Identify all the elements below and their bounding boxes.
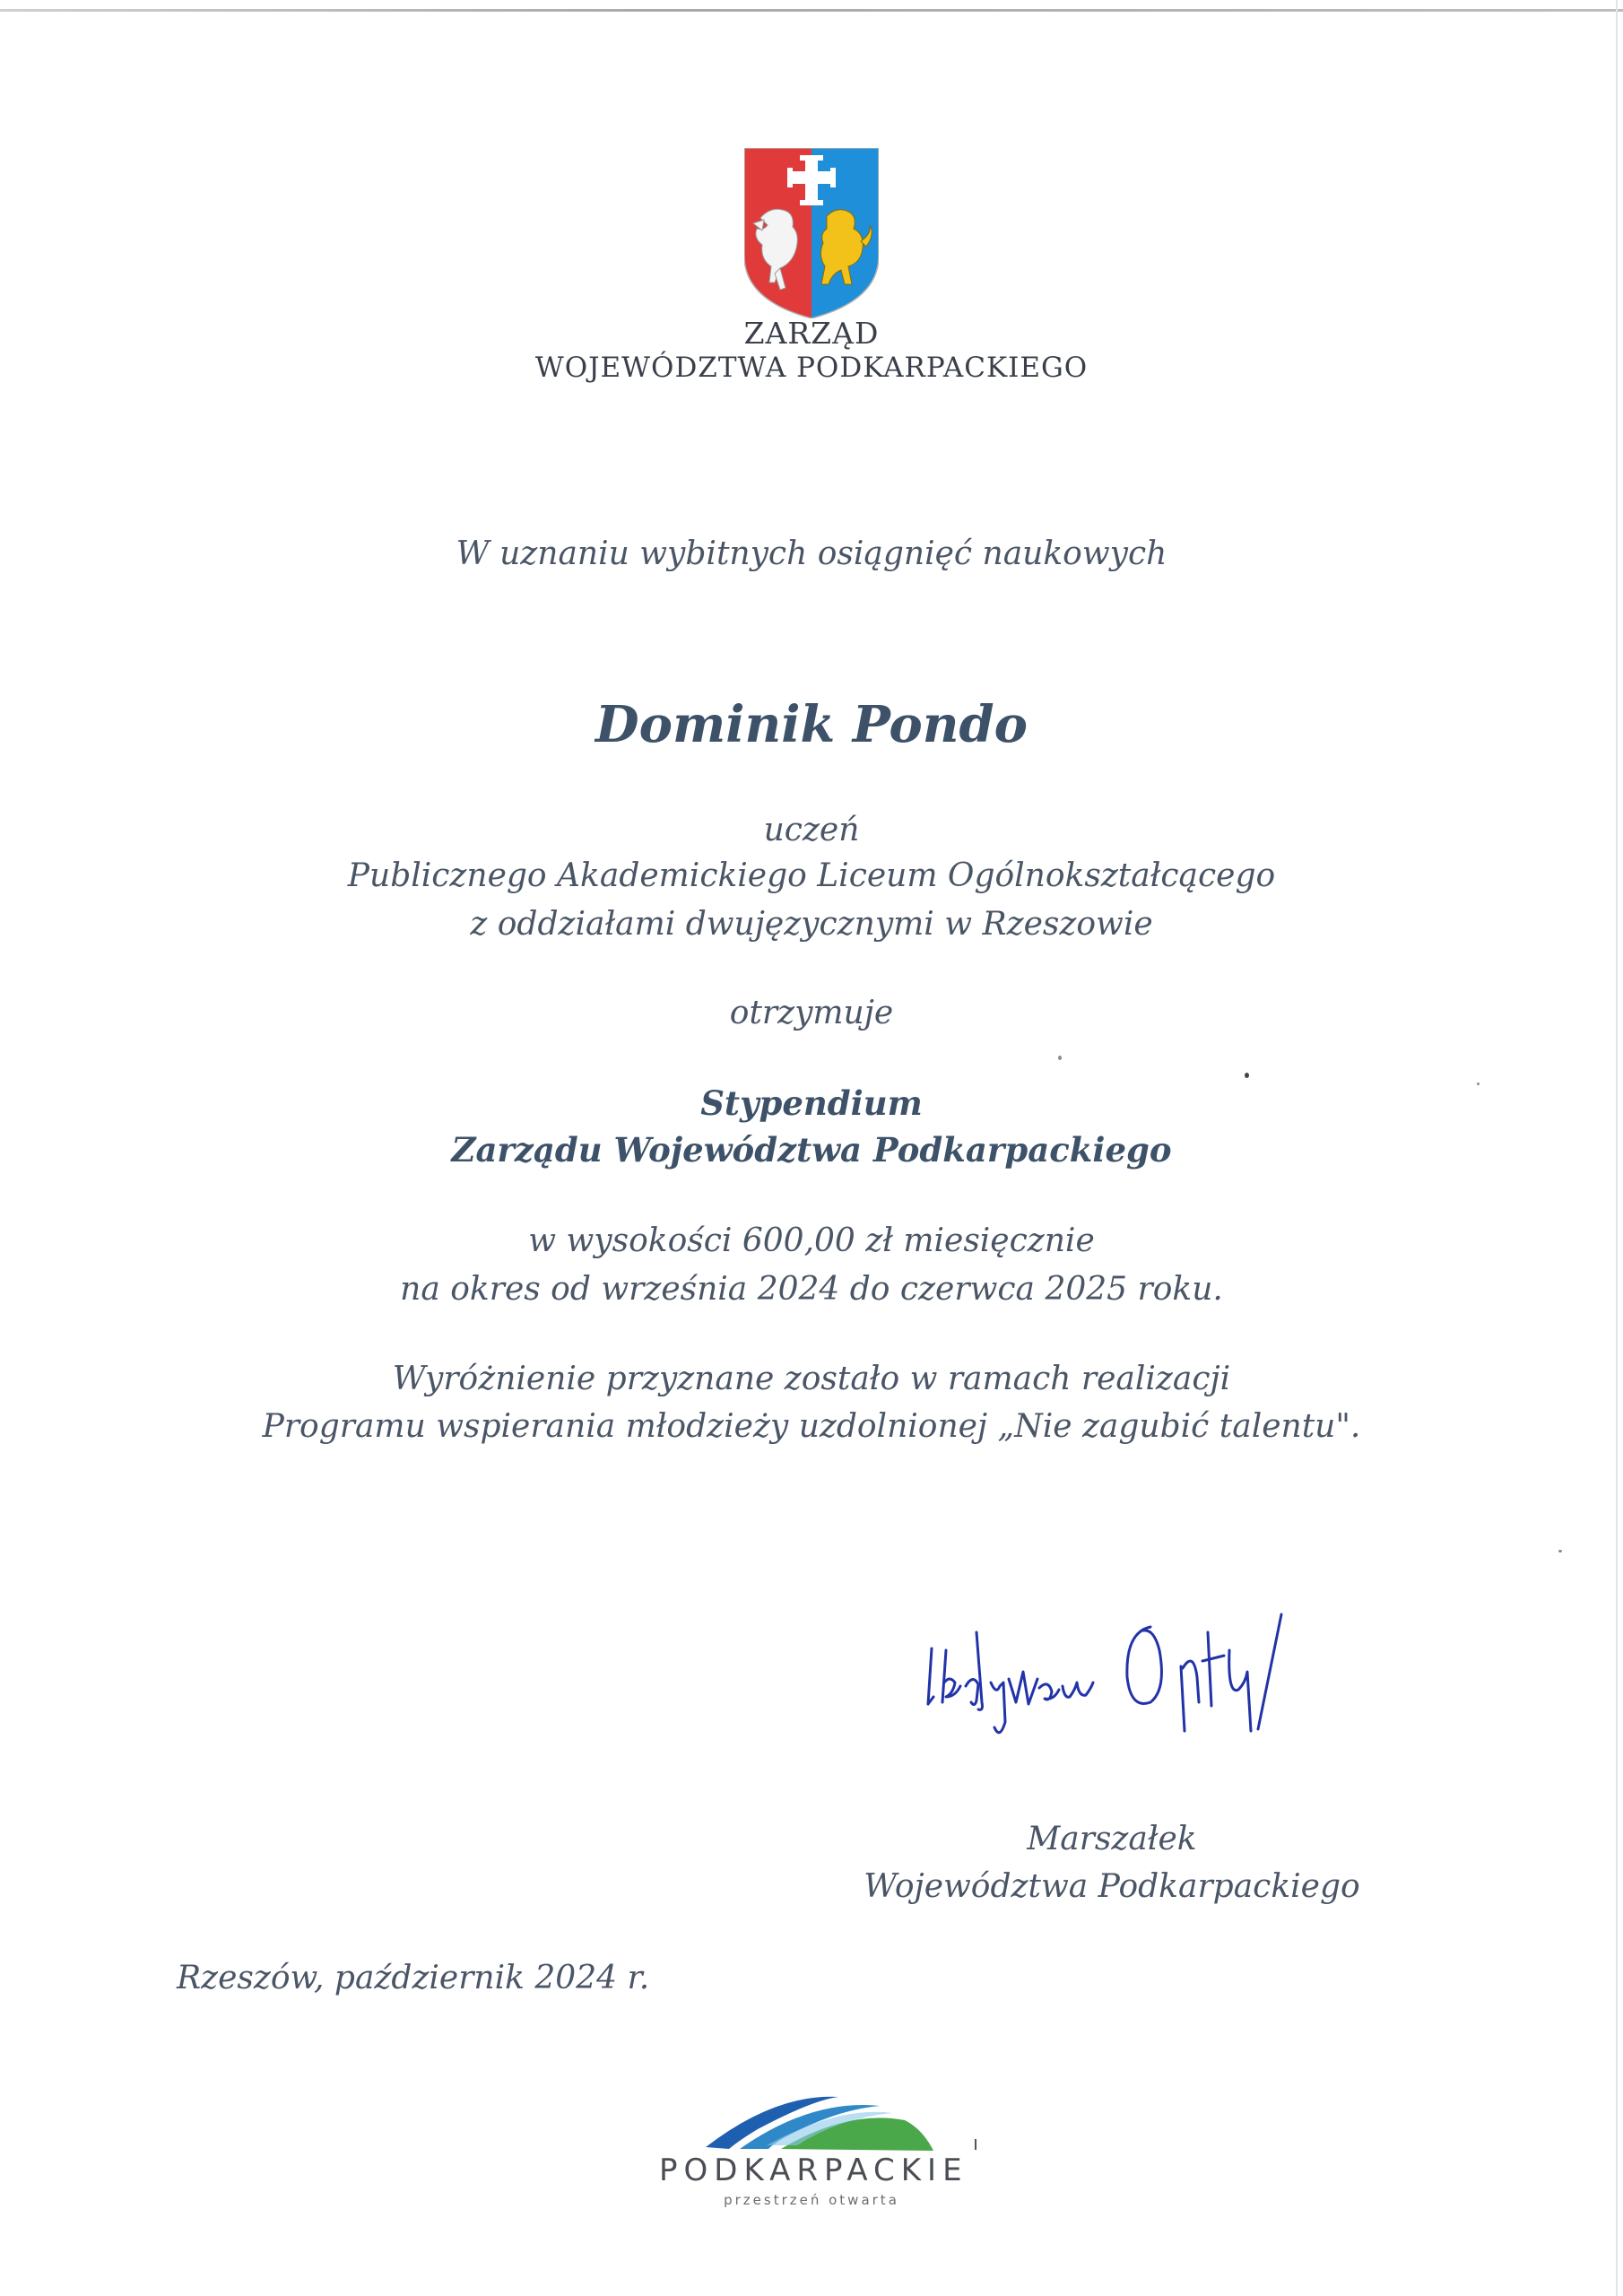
handwritten-signature <box>919 1596 1358 1749</box>
award-line-1: Stypendium <box>700 1083 923 1123</box>
logo-wordmark: PODKARPACKIE <box>659 2152 968 2188</box>
amount-line-2: na okres od września 2024 do czerwca 2025 roku. <box>400 1271 1223 1308</box>
header-line-2: WOJEWÓDZTWA PODKARPACKIEGO <box>534 352 1089 384</box>
scan-speck <box>1558 1550 1562 1552</box>
podkarpackie-logo <box>659 2079 968 2213</box>
signatory-title-1: Marszałek <box>1027 1821 1197 1857</box>
hills-logo-icon <box>704 2079 937 2152</box>
header-line-1: ZARZĄD <box>743 316 880 351</box>
scan-speck <box>1058 1056 1062 1060</box>
receives-text: otrzymuje <box>729 995 894 1031</box>
amount-line-1: w wysokości 600,00 zł miesięcznie <box>528 1222 1095 1259</box>
scan-speck <box>975 2139 976 2150</box>
award-line-2: Zarządu Województwa Podkarpackiego <box>451 1130 1172 1170</box>
scan-speck <box>1245 1073 1249 1078</box>
logo-tagline: przestrzeń otwarta <box>724 2192 899 2208</box>
school-line-1: Publicznego Akademickiego Liceum Ogólnokształcącego <box>347 857 1276 894</box>
recognition-text: W uznaniu wybitnych osiągnięć naukowych <box>456 535 1167 572</box>
podkarpackie-coat-of-arms-icon <box>744 148 879 318</box>
signatory-title-2: Województwa Podkarpackiego <box>864 1868 1360 1905</box>
program-line-1: Wyróżnienie przyznane zostało w ramach realizacji <box>392 1361 1231 1397</box>
role-text: uczeń <box>763 812 860 848</box>
place-date: Rzeszów, październik 2024 r. <box>177 1960 650 1996</box>
scan-edge-top <box>0 9 1623 12</box>
scan-speck <box>1477 1083 1480 1085</box>
school-line-2: z oddziałami dwujęzycznymi w Rzeszowie <box>470 906 1153 943</box>
program-line-2: Programu wspierania młodzieży uzdolnionej „Nie zagubić talentu". <box>262 1408 1361 1445</box>
recipient-name: Dominik Pondo <box>595 695 1028 754</box>
